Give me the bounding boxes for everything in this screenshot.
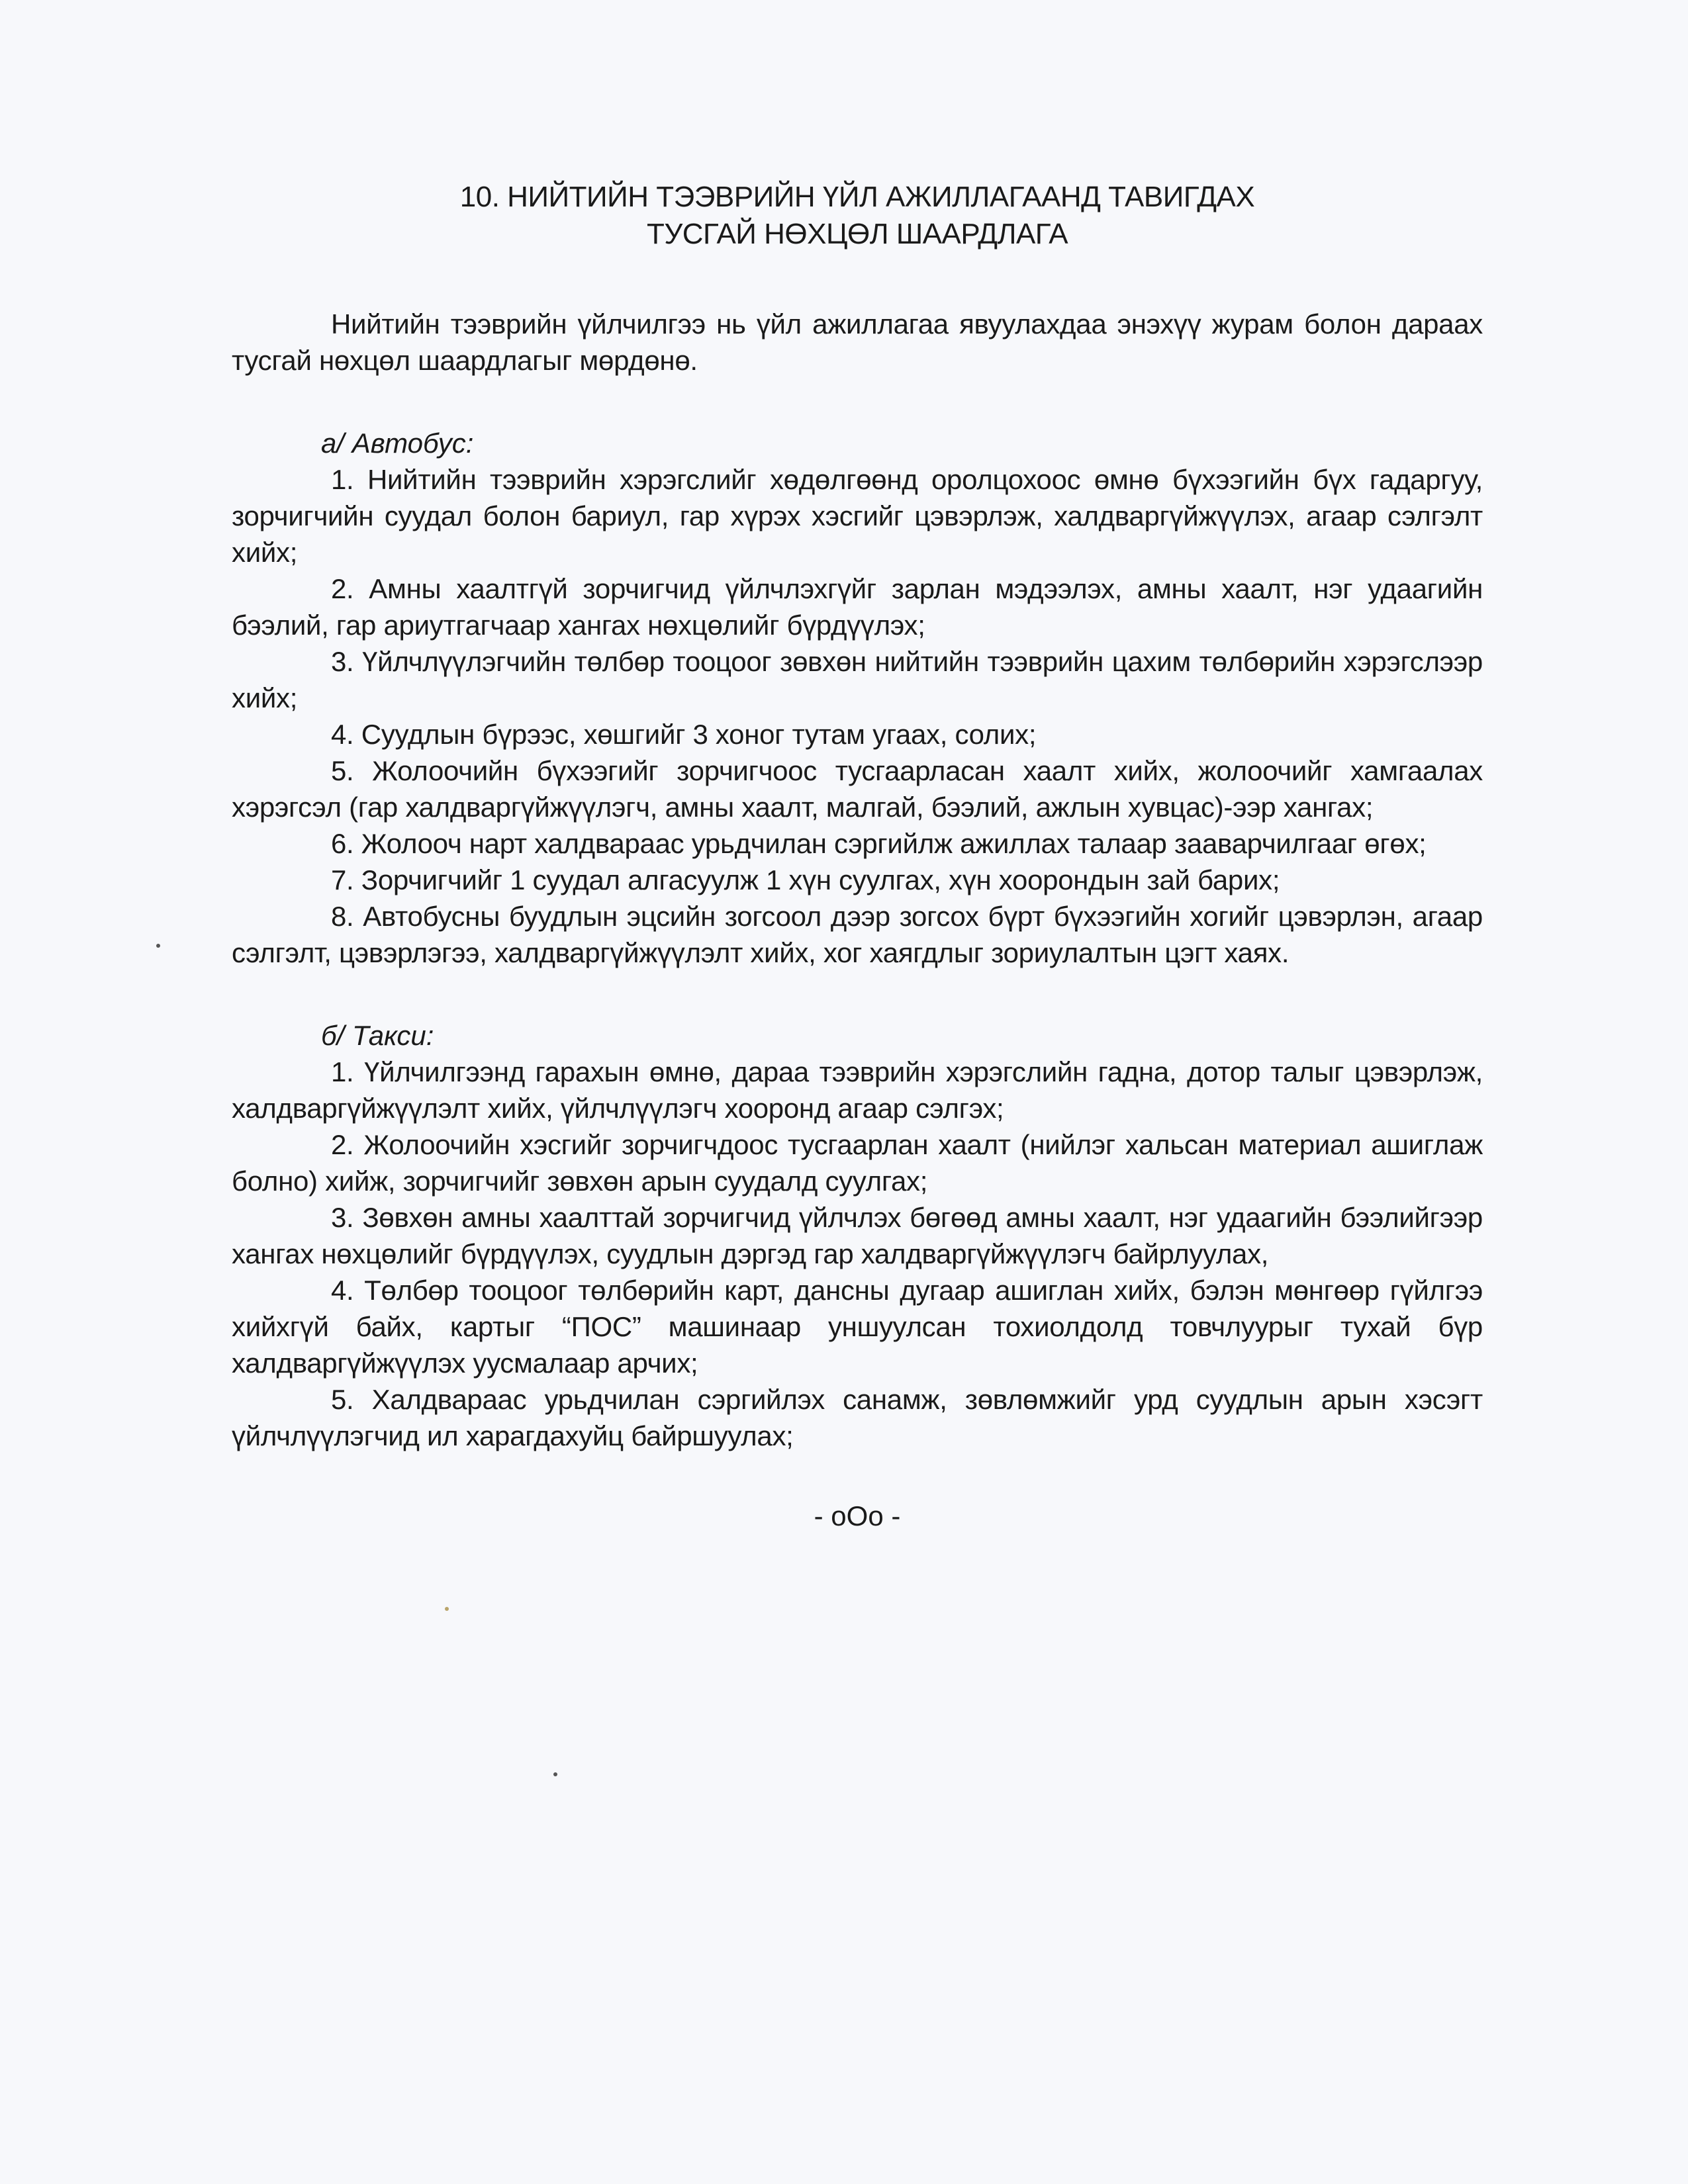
bus-item-6: 6. Жолооч нарт халдвараас урьдчилан сэргийлж ажиллах талаар зааварчилгааг өгөх; — [331, 828, 1427, 859]
taxi-item-4: 4. Төлбөр тооцоог төлбөрийн карт, дансны дугаар ашиглан хийх, бэлэн мөнгөөр гүйлгээ хийхгүй байх, картыг “ПОС” машинаар уншуулсан тохиолдолд товчлуурыг тухай бүр халдваргүйжүүлэх уусмалаар арчих; — [232, 1275, 1483, 1379]
title-line-2: ТУСГАЙ НӨХЦӨЛ ШААРДЛАГА — [646, 218, 1068, 250]
intro-paragraph: Нийтийн тээврийн үйлчилгээ нь үйл ажиллагаа явуулахдаа энэхүү журам болон дараах тусгай нөхцөл шаардлагыг мөрдөнө. — [232, 308, 1483, 376]
bus-item-8: 8. Автобусны буудлын эцсийн зогсоол дээр зогсох бүрт бүхээгийн хогийг цэвэрлэн, агаар сэлгэлт, цэвэрлэгээ, халдваргүйжүүлэлт хийх, хог хаягдлыг зориулалтын цэгт хаях. — [232, 901, 1483, 968]
taxi-item-5: 5. Халдвараас урьдчилан сэргийлэх санамж, зөвлөмжийг урд суудлын арын хэсэгт үйлчлүүлэгчид ил харагдахуйц байршуулах; — [232, 1384, 1483, 1451]
taxi-item-1: 1. Үйлчилгээнд гарахын өмнө, дараа тээврийн хэрэгслийн гадна, дотор талыг цэвэрлэж, халдваргүйжүүлэлт хийх, үйлчлүүлэгч хооронд агаар сэлгэх; — [232, 1056, 1483, 1124]
document-title — [232, 179, 1483, 253]
bus-item-1: 1. Нийтийн тээврийн хэрэгслийг хөдөлгөөнд оролцохоос өмнө бүхээгийн бүх гадаргуу, зорчигчийн суудал болон бариул, гар хүрэх хэсгийг цэвэрлэж, халдваргүйжүүлэх, агаар сэлгэлт хийх; — [232, 464, 1483, 568]
section-heading-bus: а/ Автобус: — [321, 428, 474, 459]
bus-item-4: 4. Суудлын бүрээс, хөшгийг 3 хоног тутам угаах, солих; — [331, 719, 1037, 750]
taxi-item-3: 3. Зөвхөн амны хаалттай зорчигчид үйлчлэх бөгөөд амны хаалт, нэг удаагийн бээлийгээр хангах нөхцөлийг бүрдүүлэх, суудлын дэргэд гар халдваргүйжүүлэгч байрлуулах, — [232, 1202, 1483, 1269]
scan-speck — [553, 1772, 557, 1776]
bus-item-5: 5. Жолоочийн бүхээгийг зорчигчоос тусгаарласан хаалт хийх, жолоочийг хамгаалах хэрэгсэл (гар халдваргүйжүүлэгч, амны хаалт, малгай, бээлий, ажлын хувцас)-ээр хангах; — [232, 755, 1483, 823]
section-bus — [232, 425, 1483, 971]
document-page — [232, 179, 1483, 1532]
scan-speck — [445, 1607, 449, 1611]
bus-item-7: 7. Зорчигчийг 1 суудал алгасуулж 1 хүн суулгах, хүн хоорондын зай барих; — [331, 864, 1280, 895]
scan-speck — [156, 944, 160, 948]
bus-item-2: 2. Амны хаалтгүй зорчигчид үйлчлэхгүйг зарлан мэдээлэх, амны хаалт, нэг удаагийн бээлий, гар ариутгагчаар хангах нөхцөлийг бүрдүүлэх; — [232, 573, 1483, 641]
section-taxi — [232, 1017, 1483, 1454]
ending-mark: - oOo - — [814, 1500, 901, 1531]
bus-item-3: 3. Үйлчлүүлэгчийн төлбөр тооцоог зөвхөн нийтийн тээврийн цахим төлбөрийн хэрэгслээр хийх; — [232, 646, 1483, 713]
section-heading-taxi: б/ Такси: — [321, 1020, 434, 1051]
title-line-1: 10. НИЙТИЙН ТЭЭВРИЙН ҮЙЛ АЖИЛЛАГААНД ТАВИГДАХ — [459, 181, 1255, 213]
taxi-item-2: 2. Жолоочийн хэсгийг зорчигчдоос тусгаарлан хаалт (нийлэг хальсан материал ашиглаж болно) хийж, зорчигчийг зөвхөн арын суудалд суулгах; — [232, 1129, 1483, 1197]
